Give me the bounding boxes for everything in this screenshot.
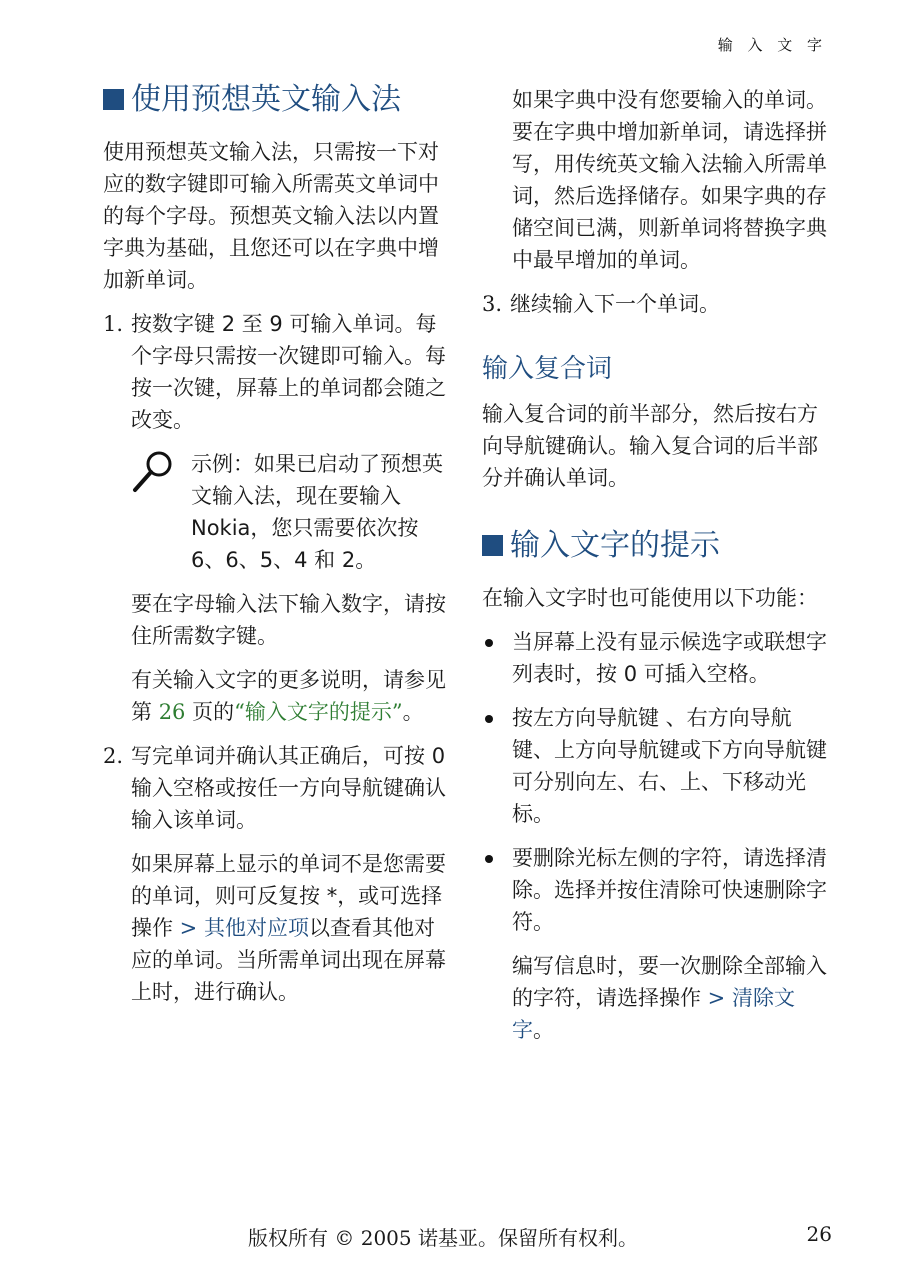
cross-reference-link[interactable]: “输入文字的提示”	[234, 700, 403, 724]
left-column	[103, 78, 453, 1020]
compound-paragraph: 输入复合词的前半部分，然后按右方向导航键确认。输入复合词的后半部分并确认单词。	[482, 402, 818, 490]
magnifier-icon	[131, 450, 175, 494]
list-item-2: 2. 写完单词并确认其正确后，可按 0 输入空格或按任一方向导航键确认输入该单词。	[103, 744, 446, 832]
page-number: 26	[806, 1222, 832, 1246]
bullet-icon	[485, 855, 493, 863]
message-clear-paragraph: 编写信息时，要一次删除全部输入的字符，请选择操作 > 清除文字。	[512, 954, 827, 1042]
square-bullet-icon	[482, 535, 503, 556]
bullet-item-insert-space: 当屏幕上没有显示候选字或联想字列表时，按 0 可插入空格。	[482, 626, 827, 690]
running-header: 输 入 文 字	[717, 36, 827, 54]
section-heading-tips: 输入文字的提示	[482, 524, 827, 568]
section-heading-compound: 输入复合词	[482, 354, 613, 384]
copyright-footer: 版权所有 © 2005 诺基亚。保留所有权利。	[248, 1226, 638, 1250]
tips-intro: 在输入文字时也可能使用以下功能：	[482, 586, 818, 610]
digits-paragraph: 要在字母输入法下输入数字，请按住所需数字键。	[131, 592, 446, 648]
right-column	[482, 78, 827, 1058]
bullet-item-move-cursor: 按左方向导航键 、右方向导航键、上方向导航键或下方向导航键可分别向左、右、上、下移动光标。	[482, 702, 827, 830]
square-bullet-icon	[103, 89, 124, 110]
clear-text-option: 清除文字	[512, 986, 795, 1042]
intro-paragraph: 使用预想英文输入法，只需按一下对应的数字键即可输入所需英文单词中的每个字母。预想英文输入法以内置字典为基础，且您还可以在字典中增加新单词。	[103, 140, 439, 292]
reference-paragraph: 有关输入文字的更多说明，请参见第 26 页的“输入文字的提示”。	[131, 668, 446, 724]
wrong-word-paragraph: 如果屏幕上显示的单词不是您需要的单词，则可反复按 *，或可选择操作 > 其他对应项以查看其他对应的单词。当所需单词出现在屏幕上时，进行确认。	[131, 852, 446, 1004]
bullet-icon	[485, 639, 493, 647]
bullet-item-delete: 要删除光标左侧的字符，请选择清除。选择并按住清除可快速删除字符。	[482, 842, 827, 938]
page-ref: 26	[158, 700, 186, 724]
bullet-icon	[485, 715, 493, 723]
example-tip: 示例：如果已启动了预想英文输入法，现在要输入 Nokia，您只需要依次按 6、6、5、4 和 2。	[103, 448, 453, 576]
list-item-3: 3. 继续输入下一个单词。	[482, 292, 720, 316]
section-heading-predictive: 使用预想英文输入法	[103, 78, 453, 122]
other-matches-option: 其他对应项	[203, 916, 309, 940]
list-item-1: 1. 按数字键 2 至 9 可输入单词。每个字母只需按一次键即可输入。每按一次键，屏幕上的单词都会随之改变。	[103, 312, 446, 432]
dictionary-paragraph: 如果字典中没有您要输入的单词。要在字典中增加新单词，请选择拼写，用传统英文输入法输入所需单词，然后选择储存。如果字典的存储空间已满，则新单词将替换字典中最早增加的单词。	[512, 88, 827, 272]
